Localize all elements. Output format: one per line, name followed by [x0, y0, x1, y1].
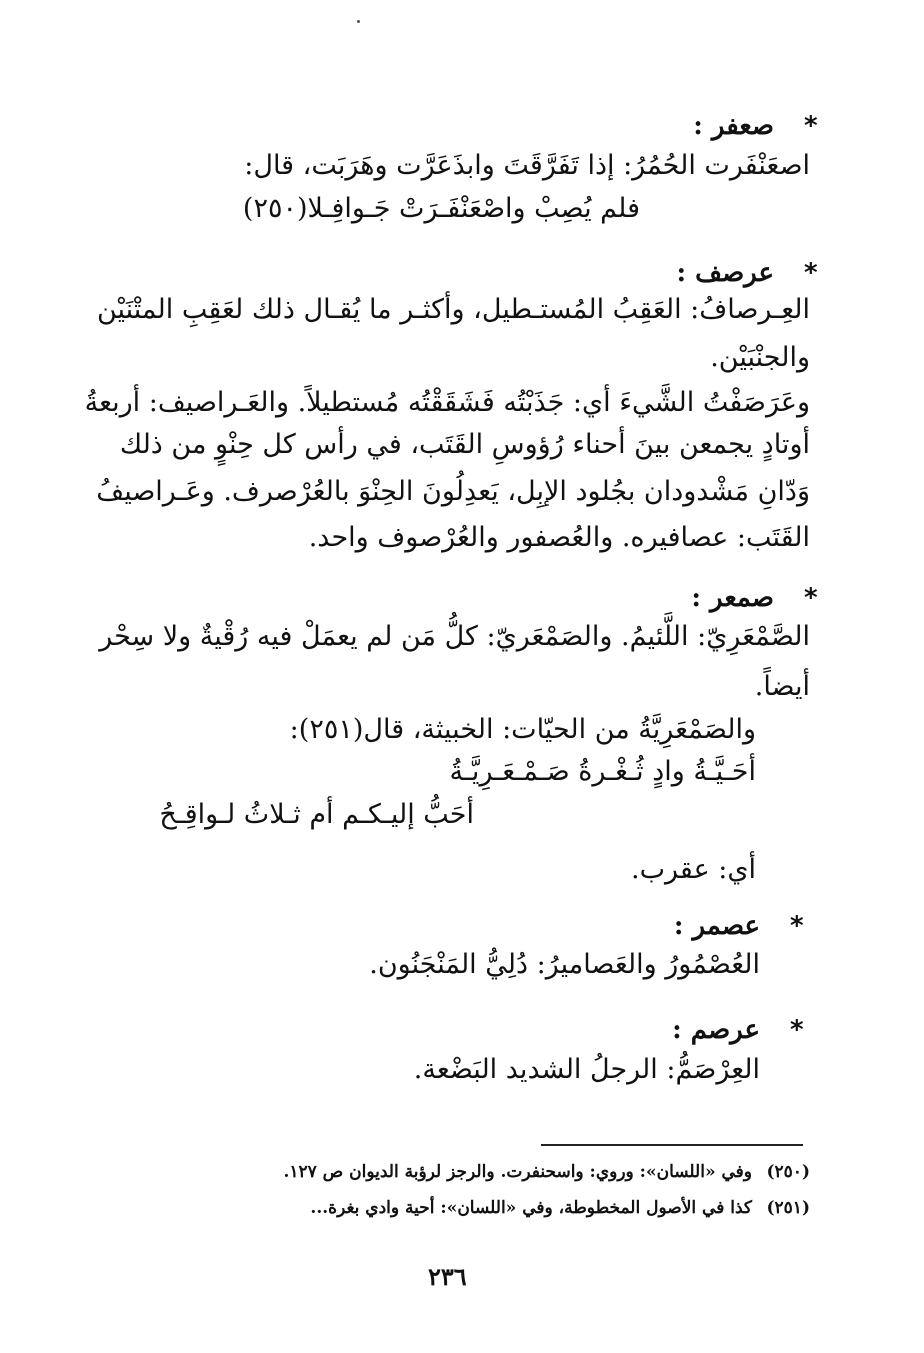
entry-line: أي: عقرب.: [631, 854, 756, 885]
footnote: [283, 1159, 810, 1185]
footnote-text: كذا في الأصول المخطوطة، وفي «اللسان»: أحية وادي بغرة...: [310, 1198, 752, 1218]
verse-line: أحَبُّ إليـكـم أم ثـلاثُ لـواقِـحُ: [159, 799, 474, 830]
page-number: ٢٣٦: [428, 1262, 467, 1291]
footnote-number: (٢٥١): [766, 1198, 810, 1218]
entry-line: أوتادٍ يجمعن بينَ أحناء رُؤوسِ القَتَب، في رأس كل حِنْوٍ من ذلك: [119, 429, 810, 460]
scan-speck: [357, 20, 360, 23]
entry-line: والجنْبَيْن.: [710, 342, 810, 373]
entry-star-icon: *: [804, 258, 818, 288]
entry-line: العُصْمُورُ والعَصاميرُ: دُلِيُّ المَنْجَنُون.: [369, 949, 760, 980]
verse-line: أحَـيَّـةُ وادٍ ثُـغْـرةُ صَـمْـعَـرِيَّـةُ: [449, 756, 756, 787]
entry-line: الصَّمْعَرِيّ: اللَّئيمُ. والصَمْعَريّ: كلُّ مَن لم يعمَلْ فيه رُقْيةٌ ولا سِحْر: [99, 621, 810, 652]
entry-line: اصعَنْفَرت الحُمُرُ: إذا تَفَرَّقَتَ وابذَعَرَّت وهَرَبَت، قال:: [244, 150, 810, 181]
entry-heading: صمعر :: [691, 583, 774, 613]
entry-line: القَتَب: عصافيره. والعُصفور والعُرْصوف واحد.: [308, 522, 810, 553]
entry-heading: عصمر :: [673, 911, 760, 941]
entry-heading: عرصم :: [672, 1015, 760, 1045]
entry-star-icon: *: [804, 111, 818, 141]
entry-heading: صعفر :: [693, 111, 774, 141]
entry-star-icon: *: [790, 1015, 804, 1045]
entry-star-icon: *: [804, 583, 818, 613]
entry-line: والصَمْعَرِيَّةُ من الحيّات: الخبيثة، قال(٢٥١):: [289, 714, 756, 745]
entry-heading: عرصف :: [676, 258, 774, 288]
footnote-rule: [541, 1144, 803, 1146]
footnote: [310, 1195, 810, 1221]
verse-line: فلم يُصِبْ واصْعَنْفَـرَتْ جَـوافِـلا(٢٥٠): [242, 193, 640, 224]
entry-line: وعَرَصَفْتُ الشَّيءَ أي: جَذَبْتُه فَشَقَقْتُه مُستطيلاً. والعَـراصيف: أربعةُ: [84, 387, 810, 418]
entry-line: العِـرصافُ: العَقِبُ المُستـطيل، وأكثـر ما يُقـال ذلك لعَقِبِ المتْنَيْن: [96, 294, 810, 325]
footnote-text: وفي «اللسان»: وروي: واسحنفرت. والرجز لرؤبة الديوان ص ١٢٧.: [283, 1162, 752, 1182]
entry-line: وَدّانِ مَشْدودان بجُلود الإبِل، يَعدِلُونَ الحِنْوَ بالعُرْصرف. وعَـراصيفُ: [96, 476, 810, 507]
footnote-number: (٢٥٠): [766, 1162, 810, 1182]
entry-line: العِرْصَمُّ: الرجلُ الشديد البَضْعة.: [413, 1054, 760, 1085]
entry-star-icon: *: [790, 911, 804, 941]
entry-line: أيضاً.: [754, 671, 810, 702]
